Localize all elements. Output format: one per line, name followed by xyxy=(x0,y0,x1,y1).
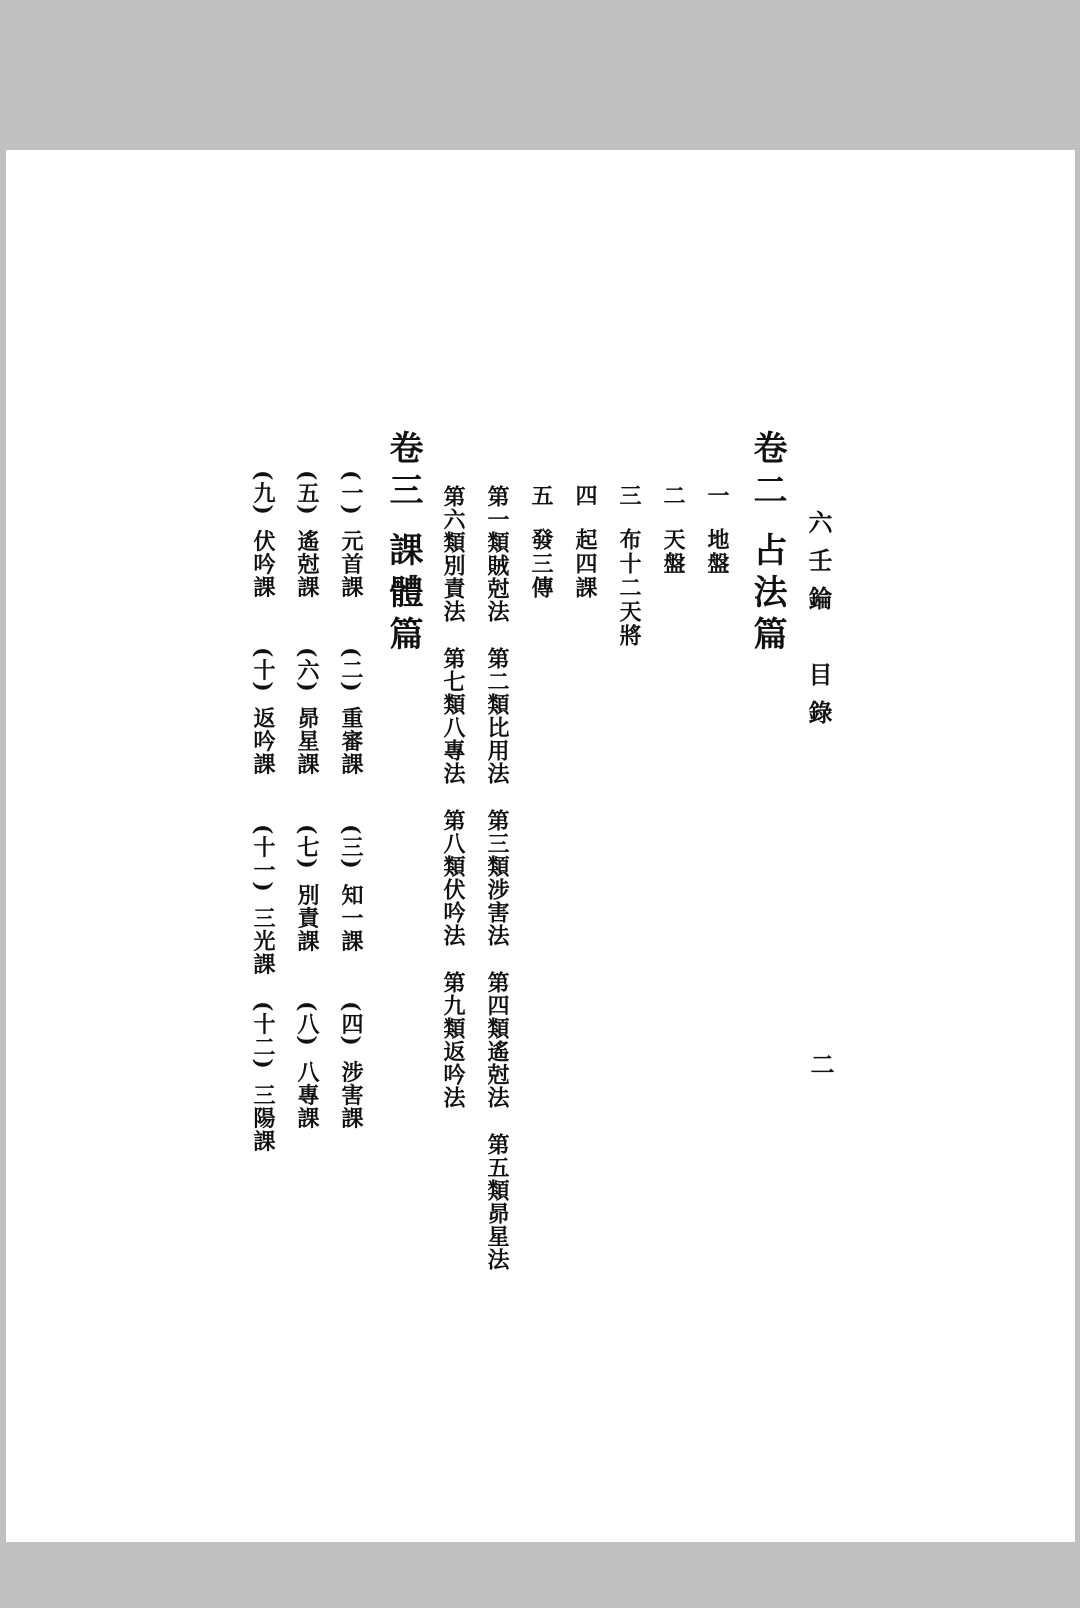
volume3-row-1: (一)元首課(二)重審課(三)知一課(四)涉害課 xyxy=(338,470,364,1130)
volume2-title: 占法篇 xyxy=(747,532,787,658)
volume3-row-3: (九)伏吟課(十)返吟課(十一)三光課(十二)三陽課 xyxy=(250,470,276,1153)
volume3-title: 課體篇 xyxy=(383,532,423,658)
volume2-item-3: 三布十二天將 xyxy=(616,484,642,648)
volume2-methods-row1: 第一類賊尅法第二類比用法第三類涉害法第四類遙尅法第五類昴星法 xyxy=(484,485,510,1271)
volume2-item-1: 一地盤 xyxy=(704,484,730,576)
volume3-heading xyxy=(383,430,423,658)
volume2-heading xyxy=(747,430,787,658)
volume2-item-2: 二天盤 xyxy=(660,484,686,576)
volume2-item-5: 五發三傳 xyxy=(528,484,554,600)
volume3-row-2: (五)遙尅課(六)昴星課(七)別責課(八)八專課 xyxy=(294,470,320,1130)
volume3-label: 卷三 xyxy=(383,430,423,514)
volume2-label: 卷二 xyxy=(747,430,787,514)
volume2-methods-row2: 第六類別責法第七類八專法第八類伏吟法第九類返吟法 xyxy=(440,485,466,1109)
book-page xyxy=(6,150,1075,1542)
volume2-item-4: 四起四課 xyxy=(572,484,598,600)
page-header-title: 六壬錀 目錄 xyxy=(804,510,833,738)
page-number: 二 xyxy=(806,1052,835,1078)
